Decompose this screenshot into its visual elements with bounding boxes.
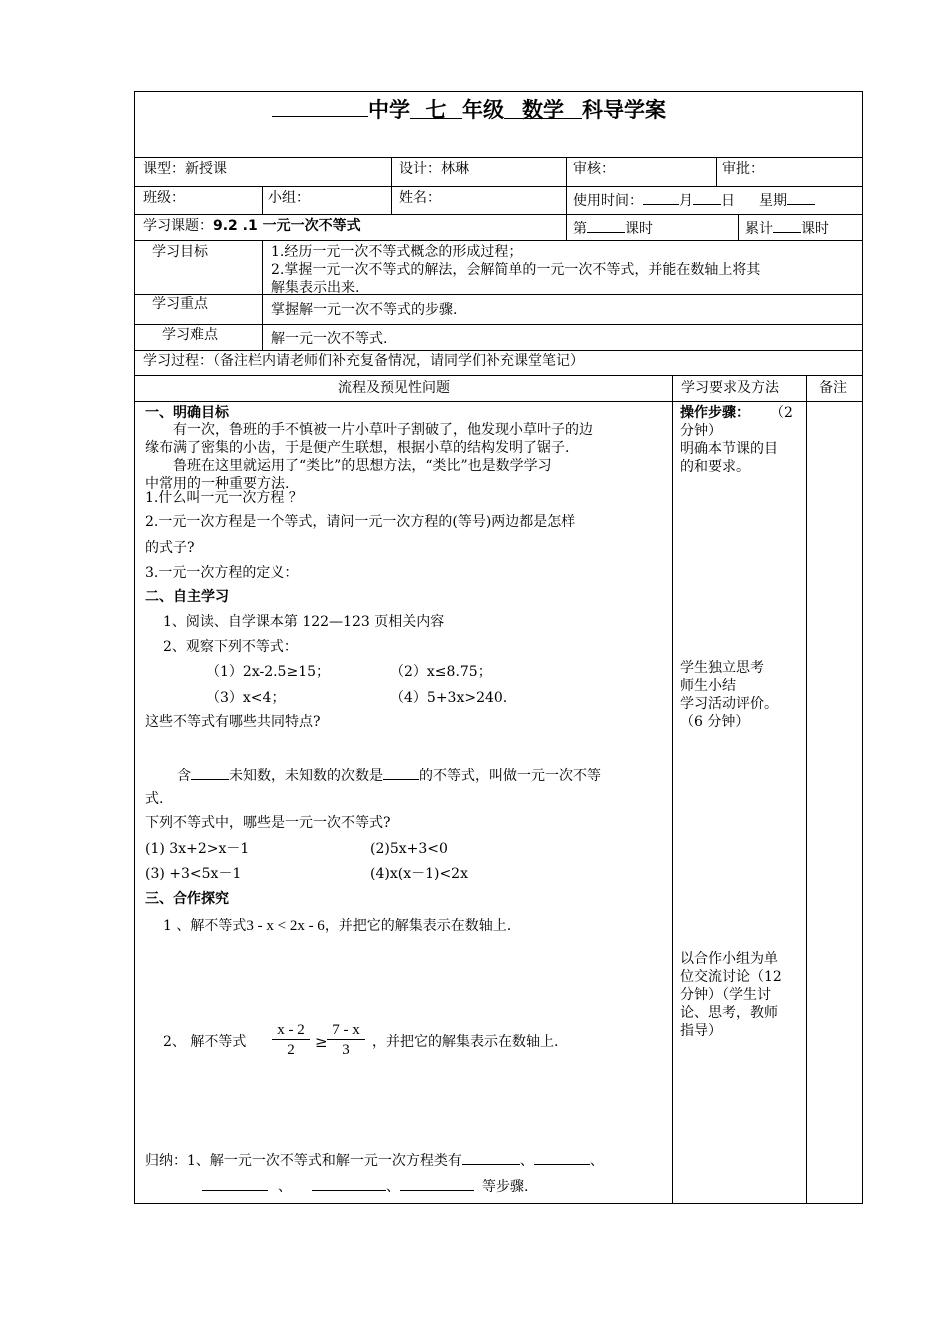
question-2b: 的式子? xyxy=(145,540,195,556)
name-field[interactable]: 姓名： xyxy=(399,190,441,206)
question-3: 3.一元一次方程的定义： xyxy=(145,565,299,581)
grade-value: 七 xyxy=(410,94,462,119)
reviewer: 审核： xyxy=(573,161,615,177)
period: 第 课时 xyxy=(573,218,653,238)
difficulty-label: 学习难点 xyxy=(162,327,218,343)
approver: 审批： xyxy=(722,161,764,177)
definition-fill: 含 未知数，未知数的次数是 的不等式，叫做一元一次不等 xyxy=(177,765,601,785)
topic: 学习课题：9.2 .1 一元一次不等式 xyxy=(143,218,361,234)
fraction-right: $\frac{7 - x}{3}$ xyxy=(327,1021,365,1060)
class-field[interactable]: 班级： xyxy=(143,190,185,206)
key-point-label: 学习重点 xyxy=(152,296,208,312)
fraction-left: $\frac{x - 2}{2}$ xyxy=(272,1021,310,1060)
problem-1: 1 、解不等式3 - x < 2x - 6，并把它的解集表示在数轴上. xyxy=(163,918,512,934)
problem-2-text: ，并把它的解集表示在数轴上. xyxy=(372,1034,559,1050)
key-point-text: 掌握解一元一次不等式的步骤. xyxy=(271,302,458,318)
option-4: (4)x(x－1)<2x xyxy=(370,866,468,882)
side-block-2: 学生独立思考 师生小结 学习活动评价。 （6 分钟） xyxy=(680,660,778,730)
summary-line-2: 、 、 等步骤. xyxy=(202,1176,528,1196)
side-block-1: 操作步骤： （2 分钟） 明确本节课的目 的和要求。 xyxy=(680,405,793,475)
subject-value: 数学 xyxy=(504,94,582,119)
process-note: 学习过程：（备注栏内请老师们补充复备情况，请同学们补充课堂笔记） xyxy=(143,353,584,369)
inequality-3: （3）x<4； xyxy=(206,690,286,706)
course-type: 课型：新授课 xyxy=(143,161,227,177)
section1-story: 有一次，鲁班的手不慎被一片小草叶子割破了，他发现小草叶子的边 缘布满了密集的小齿，于是便产生联想，根据小草的结构发明了锯子. 鲁班在这里就运用了“类比”的思想方法，“类比”也是数学学习 中常用的一种重要方法. xyxy=(145,422,593,492)
which-question: 下列不等式中，哪些是一元一次不等式? xyxy=(145,815,391,831)
col-method: 学习要求及方法 xyxy=(681,380,779,396)
col-remark: 备注 xyxy=(819,380,847,396)
problem-2-label: 2、 解不等式 xyxy=(163,1034,247,1050)
use-time: 使用时间： 月 日 星期 xyxy=(573,190,815,210)
question-2a: 2.一元一次方程是一个等式，请问一元一次方程的(等号)两边都是怎样 xyxy=(145,514,576,530)
section1-heading: 一、明确目标 xyxy=(145,405,229,421)
task-1: 1、阅读、自学课本第 122—123 页相关内容 xyxy=(163,614,445,630)
school-blank xyxy=(272,92,368,117)
definition-fill-end: 式. xyxy=(145,791,164,807)
summary-line-1: 归纳：1、解一元一次不等式和解一元一次方程类有 、 、 xyxy=(145,1150,604,1170)
feature-question: 这些不等式有哪些共同特点? xyxy=(145,714,321,730)
goals-text: 1.经历一元一次不等式概念的形成过程； 2.掌握一元一次不等式的解法，会解简单的一元一次不等式，并能在数轴上将其 解集表示出来. xyxy=(271,244,761,296)
inequality-4: （4）5+3x>240. xyxy=(390,690,508,706)
section3-heading: 三、合作探究 xyxy=(145,891,229,907)
geq-sign: ≥ xyxy=(315,1033,328,1051)
inequality-2: （2）x≤8.75； xyxy=(390,664,492,680)
option-3: (3) +3<5x－1 xyxy=(145,866,242,882)
page-title: 中学 七 年级 数学 科导学案 xyxy=(272,92,666,124)
group-field[interactable]: 小组： xyxy=(268,190,310,206)
section2-heading: 二、自主学习 xyxy=(145,589,229,605)
difficulty-text: 解一元一次不等式. xyxy=(271,331,388,347)
question-1: 1.什么叫一元一次方程 ？ xyxy=(145,490,303,506)
goals-label: 学习目标 xyxy=(152,244,208,260)
designer: 设计：林琳 xyxy=(399,161,469,177)
col-flow: 流程及预见性问题 xyxy=(338,380,450,396)
side-block-3: 以合作小组为单 位交流讨论（12 分钟）（学生讨 论、思考，教师 指导） xyxy=(680,951,782,1039)
option-2: (2)5x+3<0 xyxy=(370,841,448,857)
inequality-1: （1）2x-2.5≥15； xyxy=(206,664,331,680)
option-1: (1) 3x+2>x－1 xyxy=(145,841,250,857)
total-periods: 累计 课时 xyxy=(745,218,829,238)
task-2: 2、观察下列不等式： xyxy=(163,639,298,655)
